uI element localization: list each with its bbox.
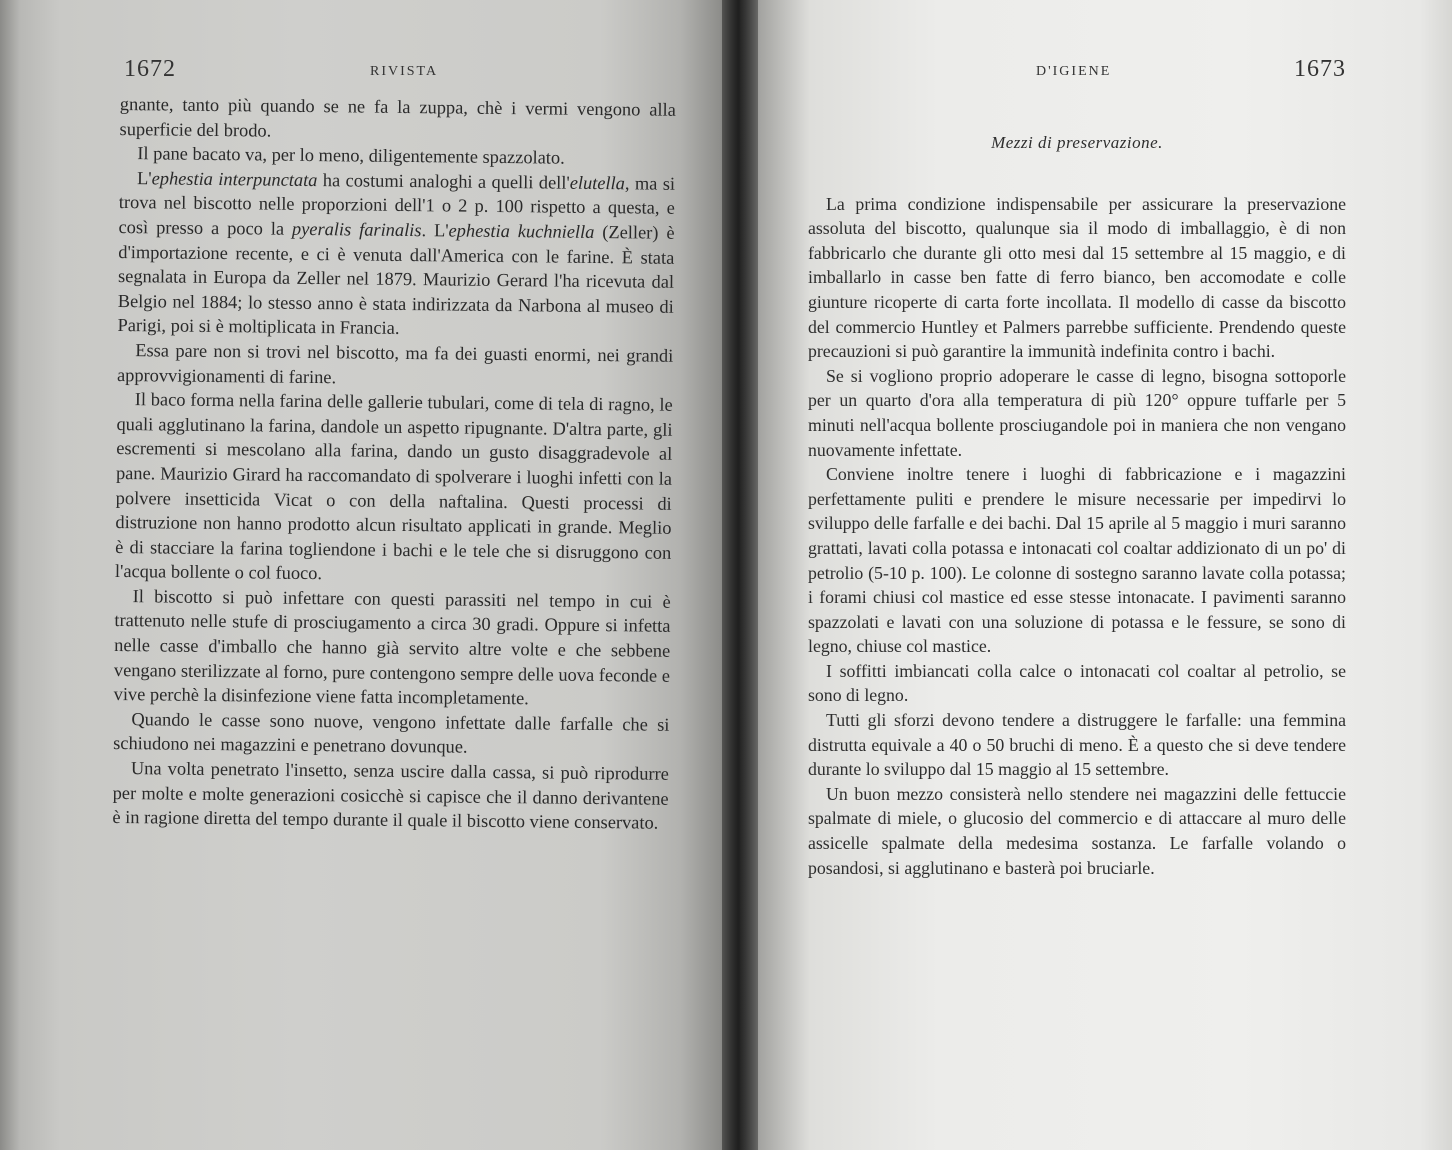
text-run: Essa pare non si trovi nel biscotto, ma fa dei guasti enormi, nei grandi approvvigionamenti di farine.: [116, 340, 674, 387]
paragraph: Tutti gli sforzi devono tendere a distruggere le farfalle: una femmina distrutta equivale a 40 o 50 bruchi di meno. È a questo che si deve tendere durante lo sviluppo dal 15 maggio al 15 settembre.: [808, 710, 1346, 780]
book-gutter: [722, 0, 758, 1150]
paragraph: [117, 338, 673, 393]
text-run: (Zeller) è d'importazione recente, e ci è venuta dall'America con le farine. È stata segnalata in Europa da Zeller nel 1879. Maurizio Gerard l'ha ricevuta dal Belgio nel 1884; lo stesso anno è stata indirizzata da Narbona al museo di Parigi, poi si è moltiplicata in Francia.: [117, 221, 675, 339]
paragraph: [114, 584, 671, 713]
right-page-header: [740, 52, 1452, 92]
italic-term: ephestia kuchniella: [448, 220, 595, 242]
paragraph: I soffitti imbiancati colla calce o intonacati col coaltar al petrolio, se sono di legno.: [808, 660, 1346, 706]
section-title: Mezzi di preservazione.: [991, 133, 1163, 152]
paragraph: La prima condizione indispensabile per assicurare la preservazione assoluta del biscotto, qualunque sia il modo di imballaggio, è di non fabbricarlo che durante gli otto mesi dal 15 settembre al 15 maggio, e di imballarlo in casse ben fatte di ferro bianco, ben accomodate e colle giunture ricoperte di carta forte incollata. Il modello di casse da biscotto del commercio Huntley et Palmers parrebbe sufficiente. Prendendo queste precauzioni si può garantire la immunità indefinita contro i bachi.: [808, 193, 1346, 362]
text-run: Il biscotto si può infettare con questi parassiti nel tempo in cui è trattenuto nelle stufe di prosciugamento a circa 30 gradi. Oppure si infetta nelle casse d'imballo che hanno già servito altre volte e che sebbene vengano sterilizzate al forno, pure contengono sempre delle uova feconde e vive perchè la disinfezione viene fatta incompletamente.: [113, 586, 671, 709]
text-run: Il baco forma nella farina delle gallerie tubulari, come di tela di ragno, le quali agglutinano la farina, dandole un aspetto ripugnante. D'altra parte, gli escrementi si mescolano alla farina, dando un gusto disaggradevole al pane. Maurizio Girard ha raccomandato di spolverare i luoghi infetti con la polvere insetticida Vicat o con della naftalina. Questi processi di distruzione non hanno prodotto alcun risultato applicati in grande. Meglio è di stacciare la farina togliendone i bachi e le tele che si disruggono con l'acqua bollente o col fuoco.: [114, 389, 673, 584]
paragraph: [112, 756, 669, 836]
right-page: [740, 0, 1452, 1150]
left-running-head: RIVISTA: [370, 64, 439, 79]
right-running-head: D'IGIENE: [1036, 64, 1112, 79]
text-run: L': [136, 167, 152, 189]
italic-term: pyeralis farinalis: [291, 218, 422, 241]
paragraph: [115, 387, 673, 590]
text-run: ha costumi analoghi a quelli dell': [317, 169, 570, 193]
text-run: Quando le casse sono nuove, vengono infettate dalle farfalle che si schiudono nei magazzini e penetrano dovunque.: [113, 708, 670, 758]
paragraph: [113, 707, 669, 762]
paragraph: Un buon mezzo consisterà nello stendere nei magazzini delle fettuccie spalmate di miele, o glucosio del commercio e di attaccare al muro delle assicelle spalmate della medesima sostanza. Le farfalle volando o posandosi, si agglutinano e basterà poi bruciarle.: [808, 783, 1346, 878]
paragraph: Se si vogliono proprio adoperare le casse di legno, bisogna sottoporle per un quarto d'ora alla temperatura di più 120° oppure tuffarle per 5 minuti nell'acqua bollente prosciugandole poi in maniera che non vengano nuovamente infettate.: [808, 365, 1346, 460]
italic-term: ephestia interpunctata: [151, 168, 318, 190]
paragraph: Conviene inoltre tenere i luoghi di fabbricazione e i magazzini perfettamente puliti e prendere le misure necessarie per impedirvi lo sviluppo delle farfalle e dei bachi. Dal 15 aprile al 5 maggio i muri saranno grattati, lavati colla potassa e intonacati col coaltar addizionato di un po' di petrolio (5-10 p. 100). Le colonne di sostegno saranno lavate colla potassa; i forami chiusi col mastice ed esse stesse intonacate. I pavimenti saranno spazzolati e lavati con una soluzione di potassa e le fessure, se sono di legno, chiuse col mastice.: [808, 464, 1346, 657]
right-page-number: 1673: [1294, 56, 1346, 82]
text-run: , ma si trova nel biscotto nelle proporzioni dell'1 o 2 p. 100 rispetto a questa, e così presso a poco la: [118, 173, 676, 239]
left-page-body: [112, 92, 676, 836]
text-run: Una volta penetrato l'insetto, senza uscire dalla cassa, si può riprodurre per molte e molte generazioni cosicchè si capisce che il danno derivantene è in ragione diretta del tempo durante il quale il biscotto viene conservato.: [112, 758, 669, 833]
text-run: . L': [421, 220, 449, 241]
paragraph: [117, 166, 675, 344]
text-run: gnante, tanto più quando se ne fa la zuppa, chè i vermi vengono alla superficie del brodo.: [119, 93, 676, 141]
text-run: Il pane bacato va, per lo meno, diligentemente spazzolato.: [137, 143, 565, 168]
right-page-body: [808, 131, 1346, 880]
left-page-number: 1672: [124, 56, 176, 82]
italic-term: elutella: [569, 172, 626, 194]
paragraph: [119, 92, 675, 147]
left-page-header: [0, 52, 740, 92]
